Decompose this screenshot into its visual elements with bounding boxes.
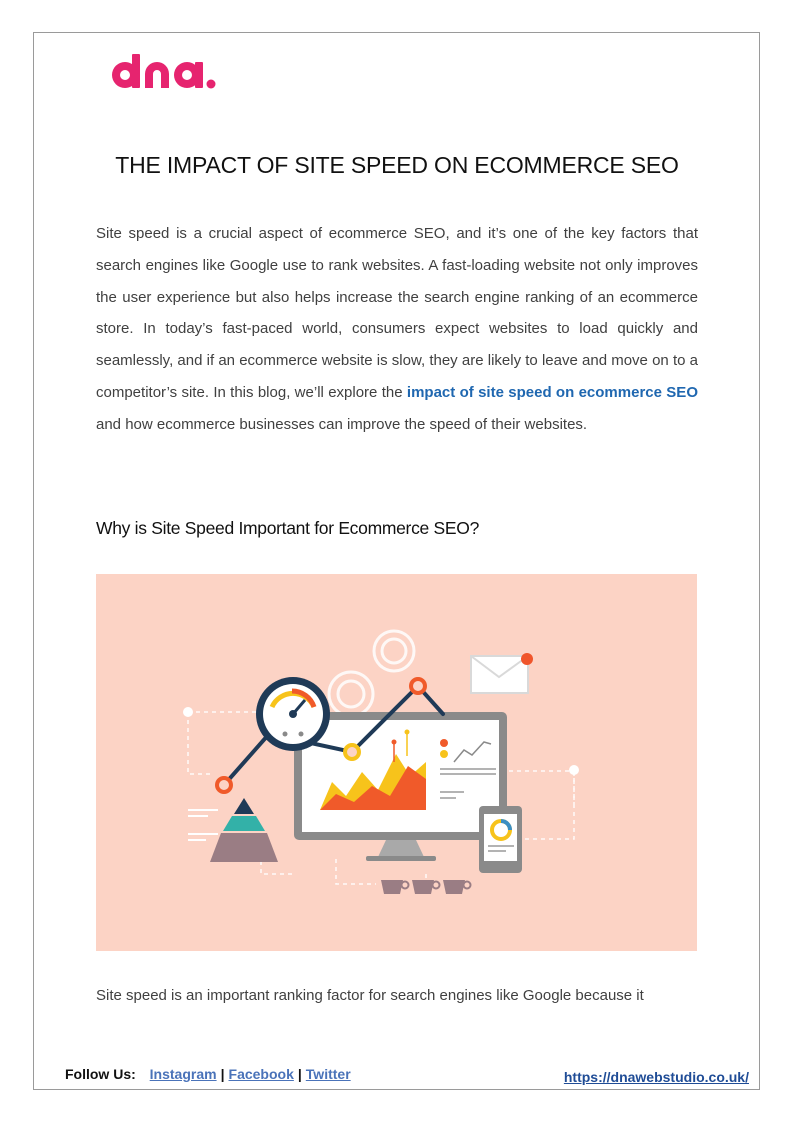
envelope-icon [471, 653, 533, 693]
tablet-icon [479, 806, 522, 873]
hero-illustration [96, 574, 697, 951]
follow-label: Follow Us: [65, 1066, 136, 1082]
facebook-link[interactable]: Facebook [228, 1066, 294, 1082]
intro-paragraph [96, 218, 698, 441]
article-title: THE IMPACT OF SITE SPEED ON ECOMMERCE SEO [115, 152, 679, 178]
intro-text-end: and how ecommerce businesses can improve the speed of their websites. [96, 415, 588, 433]
instagram-link[interactable]: Instagram [149, 1066, 217, 1082]
website-link[interactable]: https://dnawebstudio.co.uk/ [563, 1069, 749, 1085]
dna-logo [105, 54, 227, 104]
intro-text-start: Site speed is a crucial aspect of ecommerce SEO, and it’s one of the key factors that search engines like Google use to rank websites. A fast-loading website not only improves the user experience but also helps increase the search engine ranking of an ecommerce store. In today’s fast-paced world, consumers expect websites to load quickly and seamlessly, and if an ecommerce website is slow, they are likely to leave and move on to a competitor’s site. In this blog, we’ll explore the [96, 225, 698, 401]
coffee-cup-icon [381, 880, 471, 894]
link-separator: | [297, 1066, 302, 1082]
footer-follow [65, 1066, 351, 1082]
pyramid-icon [188, 798, 278, 862]
section-heading: Why is Site Speed Important for Ecommerce SEO? [96, 518, 480, 538]
impact-link[interactable]: impact of site speed on ecommerce SEO [406, 383, 698, 401]
speedometer-icon [256, 677, 330, 751]
twitter-link[interactable]: Twitter [305, 1066, 351, 1082]
section-paragraph: Site speed is an important ranking factor for search engines like Google because it [96, 987, 644, 1004]
monitor-icon [294, 712, 507, 861]
link-separator: | [220, 1066, 225, 1082]
